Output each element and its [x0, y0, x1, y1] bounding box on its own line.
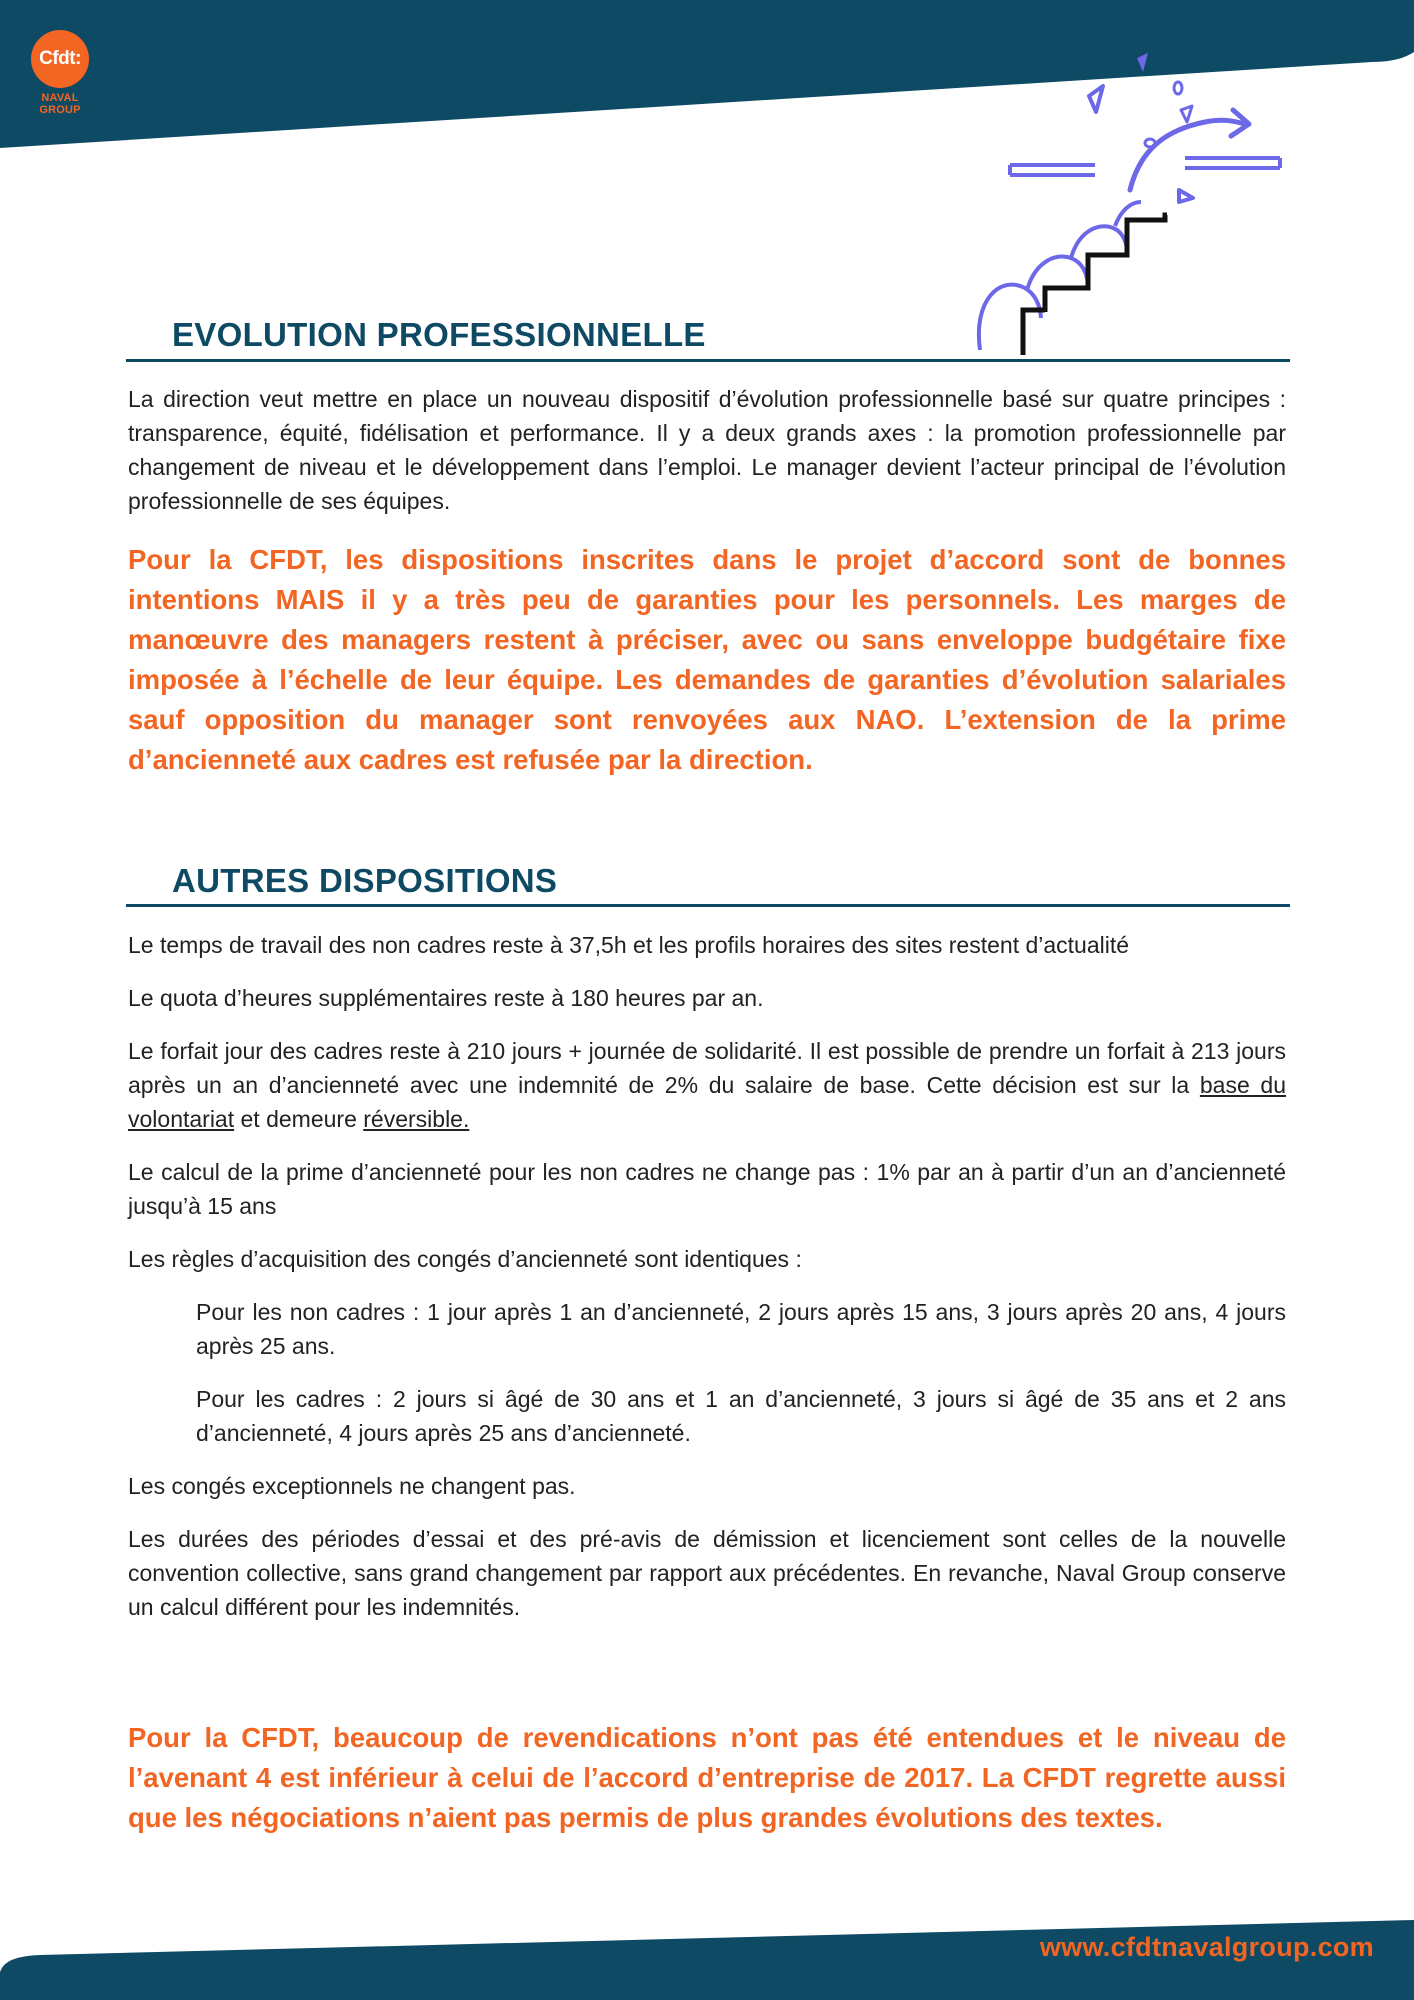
paragraph-non-cadres: Pour les non cadres : 1 jour après 1 an d’ancienneté, 2 jours après 15 ans, 3 jours après 20 ans, 4 jours après 25 ans.	[196, 1299, 1286, 1359]
paragraph-periodes-essai: Les durées des périodes d’essai et des pré-avis de démission et licenciement sont celles de la nouvelle convention collective, sans grand changement par rapport aux précédentes. En revanche, Naval Group conserve un calcul différent pour les indemnités.	[128, 1526, 1286, 1620]
paragraph-temps-travail: Le temps de travail des non cadres reste à 37,5h et les profils horaires des sites restent d’actualité	[128, 932, 1130, 958]
paragraph-prime-anciennete: Le calcul de la prime d’ancienneté pour les non cadres ne change pas : 1% par an à partir d’un an d’ancienneté jusqu’à 15 ans	[128, 1159, 1286, 1219]
section-title-autres: AUTRES DISPOSITIONS	[172, 862, 558, 899]
logo-mark: Cfdt:	[31, 30, 89, 88]
section1-cfdt-position: Pour la CFDT, les dispositions inscrites dans le projet d’accord sont de bonnes intentions MAIS il y a très peu de garanties pour les personnels. Les marges de manœuvre des managers restent à préciser, avec ou sans enveloppe budgétaire fixe imposée à l’échelle de leur équipe. Les demandes de garanties d’évolution salariales sauf opposition du manager sont renvoyées aux NAO. L’extension de la prime d’ancienneté aux cadres est refusée par la direction.	[128, 544, 1286, 775]
paragraph-quota-heures: Le quota d’heures supplémentaires reste à 180 heures par an.	[128, 985, 764, 1011]
paragraph-conges-anciennete: Les règles d’acquisition des congés d’ancienneté sont identiques :	[128, 1246, 802, 1272]
section-divider	[126, 359, 1290, 362]
cfdt-logo	[20, 30, 100, 116]
section-title-evolution: EVOLUTION PROFESSIONNELLE	[172, 316, 706, 353]
text-run: Le forfait jour des cadres reste à 210 jours + journée de solidarité. Il est possible de prendre un forfait à 213 jours après un an d’ancienneté avec une indemnité de 2% du salaire de base. Cette décision est sur la	[128, 1038, 1286, 1098]
paragraph-cadres: Pour les cadres : 2 jours si âgé de 30 ans et 1 an d’ancienneté, 3 jours si âgé de 35 ans et 2 ans d’ancienneté, 4 jours après 25 ans d’ancienneté.	[196, 1386, 1286, 1446]
section2-body	[128, 928, 1286, 1643]
logo-subtitle: NAVAL GROUP	[39, 92, 81, 116]
footer-website-link[interactable]: www.cfdtnavalgroup.com	[1039, 1932, 1374, 1962]
text-run: et demeure	[234, 1106, 364, 1132]
paragraph-forfait-jour	[128, 1034, 1286, 1136]
stairs-arrow-illustration	[975, 50, 1295, 360]
section2-cfdt-position: Pour la CFDT, beaucoup de revendications n’ont pas été entendues et le niveau de l’avenant 4 est inférieur à celui de l’accord d’entreprise de 2017. La CFDT regrette aussi que les négociations n’aient pas permis de plus grandes évolutions des textes.	[128, 1722, 1286, 1833]
paragraph-conges-exceptionnels: Les congés exceptionnels ne changent pas.	[128, 1473, 576, 1499]
paragraph: La direction veut mettre en place un nouveau dispositif d’évolution professionnelle basé sur quatre principes : transparence, équité, fidélisation et performance. Il y a deux grands axes : la promotion professionnelle par changement de niveau et le développement dans l’emploi. Le manager devient l’acteur principal de l’évolution professionnelle de ses équipes.	[128, 386, 1286, 514]
underlined-volontariat: base du volontariat	[128, 1072, 1286, 1132]
section1-body	[128, 382, 1286, 537]
section-divider	[126, 904, 1290, 907]
underlined-reversible: réversible.	[363, 1106, 470, 1132]
